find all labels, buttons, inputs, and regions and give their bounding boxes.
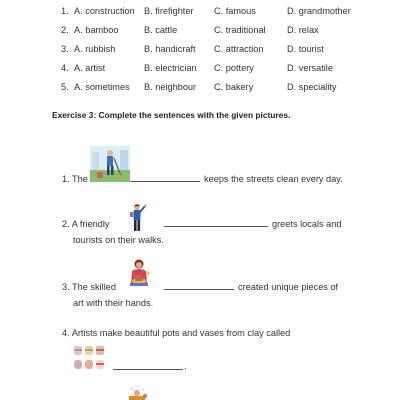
option-c: C. pottery (214, 63, 254, 73)
option-b: B. firefighter (144, 6, 194, 16)
question-3-rest: created unique pieces of (238, 282, 339, 292)
tour-guide-picture-icon (127, 203, 149, 233)
option-a: A. bamboo (74, 25, 119, 35)
option-d: D. speciality (287, 82, 337, 92)
option-c: C. attraction (214, 44, 264, 54)
question-2-rest: greets locals and (272, 219, 342, 229)
row-number: 3. (61, 44, 69, 54)
question-3-line2: art with their hands. (73, 298, 154, 308)
option-b: B. electrician (144, 63, 197, 73)
question-2-blank[interactable] (164, 217, 268, 227)
question-4-end: . (184, 361, 187, 371)
choice-row-3 (0, 44, 400, 60)
option-c: C. traditional (214, 25, 266, 35)
question-1-text: 1. The (62, 174, 88, 184)
row-number: 2. (61, 25, 69, 35)
exercise-title: Exercise 3: Complete the sentences with the given pictures. (52, 110, 291, 120)
option-c: C. bakery (214, 82, 254, 92)
option-b: B. handicraft (144, 44, 196, 54)
question-4-blank[interactable] (113, 360, 183, 370)
option-d: D. relax (287, 25, 319, 35)
question-1-blank[interactable] (130, 172, 200, 182)
question-2: 2. A friendly (62, 219, 110, 229)
question-2-line2: tourists on their walks. (73, 235, 164, 245)
row-number: 4. (61, 63, 69, 73)
choice-row-1 (0, 6, 400, 22)
question-4: 4. Artists make beautiful pots and vases from clay called (62, 328, 291, 338)
option-d: D. tourist (287, 44, 324, 54)
question-1 (62, 174, 88, 184)
question-1-rest: keeps the streets clean every day. (204, 174, 343, 184)
street-sweeper-picture-icon (90, 146, 130, 182)
row-number: 5. (61, 82, 69, 92)
question-3-blank[interactable] (164, 280, 234, 290)
option-a: A. rubbish (74, 44, 116, 54)
option-b: B. cattle (144, 25, 178, 35)
baker-picture-icon (124, 384, 150, 400)
question-3: 3. The skilled (62, 282, 116, 292)
option-a: A. construction (74, 6, 135, 16)
choice-row-5 (0, 82, 400, 98)
choice-row-2 (0, 25, 400, 41)
pottery-pots-picture-icon (72, 345, 108, 371)
option-d: D. versatile (287, 63, 333, 73)
option-c: C. famous (214, 6, 256, 16)
option-a: A. artist (74, 63, 106, 73)
choice-row-4 (0, 63, 400, 79)
option-a: A. sometimes (74, 82, 130, 92)
option-d: D. grandmother (287, 6, 351, 16)
row-number: 1. (61, 6, 69, 16)
artisan-picture-icon (126, 257, 154, 289)
option-b: B. neighbour (144, 82, 197, 92)
